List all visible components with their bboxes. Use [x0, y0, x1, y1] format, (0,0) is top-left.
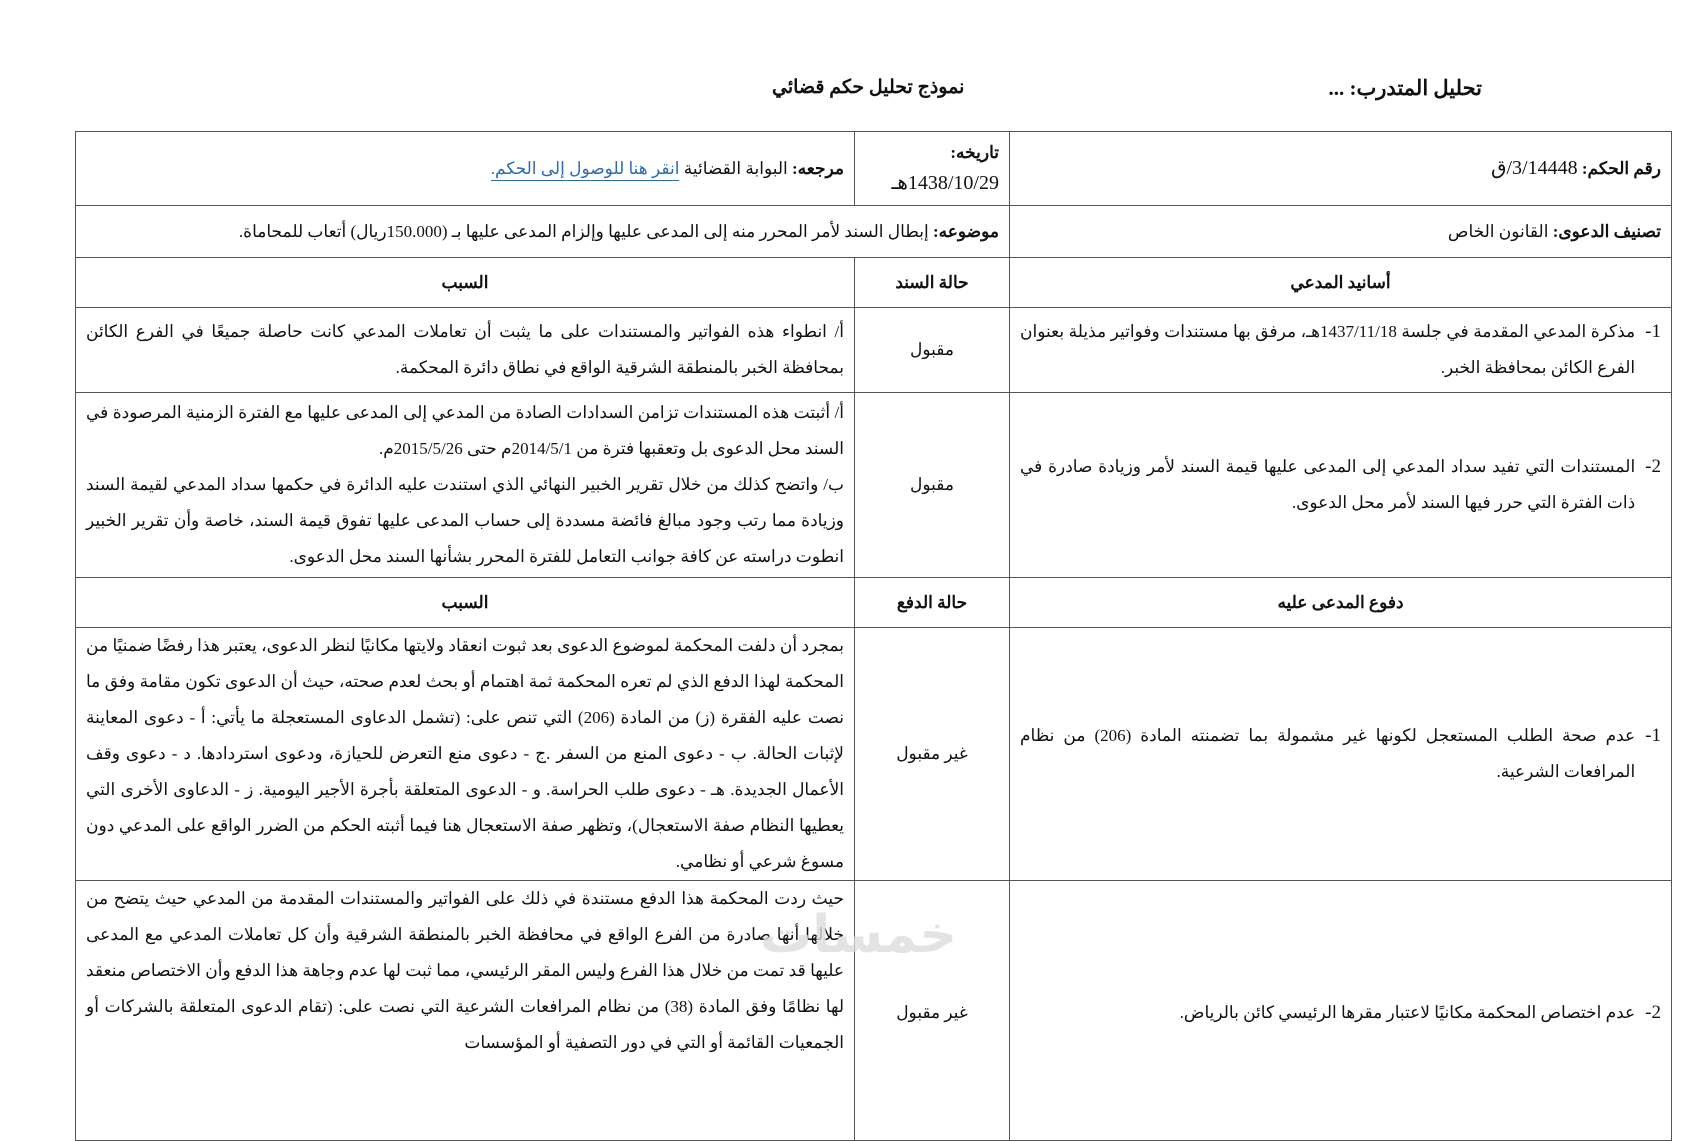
info-row — [76, 132, 1672, 206]
classification-value: القانون الخاص — [1447, 221, 1549, 241]
ruling-number-cell — [1010, 132, 1672, 206]
table-row — [76, 308, 1672, 393]
trainee-analysis-heading: تحليل المتدرب: ... — [1328, 76, 1482, 100]
column-header-status: حالة الدفع — [855, 578, 1010, 628]
defendant-header-row — [76, 578, 1672, 628]
reason-cell — [76, 628, 855, 881]
reason-text: حيث ردت المحكمة هذا الدفع مستندة في ذلك على الفواتير والمستندات المقدمة من المدعي حيث يتضح من خلالها أنها صادرة من الفرع الواقع في محافظة الخبر بالمنطقة الشرقية وأن كل تعاملات المدعي مع المدعى عليها قد تمت من خلال هذا الفرع وليس المقر الرئيسي، مما ثبت لها عدم وجاهة هذا الدفع وأن الاختصاص منعقد لها نظامًا وفق المادة (38) من نظام المرافعات الشرعية التي نصت على: (تقام الدعوى المتعلقة بالشركات أو الجمعيات القائمة أو التي في دور التصفية أو المؤسسات — [86, 889, 845, 1052]
ruling-link[interactable]: انقر هنا للوصول إلى الحكم. — [491, 159, 680, 181]
form-title: نموذج تحليل حكم قضائي — [772, 77, 965, 98]
column-header-defenses: دفوع المدعى عليه — [1010, 578, 1672, 628]
classification-label: تصنيف الدعوى: — [1552, 221, 1661, 241]
subject-value: إبطال السند لأمر المحرر منه إلى المدعى عليها وإلزام المدعى عليها بـ (150.000ريال) أتعاب للمحاماة. — [238, 221, 929, 241]
subject-cell — [76, 206, 1010, 258]
ground-cell — [1010, 308, 1672, 393]
ruling-number-label: رقم الحكم: — [1581, 159, 1661, 178]
reference-value: البوابة القضائية — [683, 158, 788, 178]
ground-text: المستندات التي تفيد سداد المدعي إلى المدعى عليها قيمة السند لأمر وزيادة صادرة في ذات الفترة التي حرر فيها السند لأمر محل الدعوى. — [1020, 457, 1636, 512]
ruling-analysis-table — [75, 131, 1672, 1141]
plaintiff-header-row — [76, 258, 1672, 308]
table-row — [76, 628, 1672, 881]
reason-text: أ/ أثبتت هذه المستندات تزامن السدادات الصادة من المدعي إلى المدعى عليها مع الفترة الزمنية المرصودة في السند محل الدعوى بل وتعقبها فترة من 2014/5/1م حتى 2015/5/26م. — [86, 403, 844, 458]
table-row — [76, 393, 1672, 578]
item-number: 1- — [1645, 321, 1661, 342]
item-number: 2- — [1645, 1002, 1661, 1023]
status-cell: مقبول — [855, 393, 1010, 578]
reason-cell — [76, 308, 855, 393]
ground-cell — [1010, 393, 1672, 578]
ruling-number-value: 3/14448/ق — [1490, 157, 1578, 179]
reference-cell — [76, 132, 855, 206]
column-header-grounds: أسانيد المدعي — [1010, 258, 1672, 308]
classification-row — [76, 206, 1672, 258]
defense-text: عدم صحة الطلب المستعجل لكونها غير مشمولة بما تضمنته المادة (206) من نظام المرافعات الشرعية. — [1020, 726, 1636, 781]
reason-text: أ/ انطواء هذه الفواتير والمستندات على ما يثبت أن تعاملات المدعي كانت حاصلة جميعًا في الفرع الكائن بمحافظة الخبر بالمنطقة الشرقية الواقع في نطاق دائرة المحكمة. — [86, 322, 844, 377]
reason-cell — [76, 881, 855, 1141]
date-cell — [855, 132, 1010, 206]
defense-cell — [1010, 628, 1672, 881]
defense-cell — [1010, 881, 1672, 1141]
column-header-reason: السبب — [76, 258, 855, 308]
status-cell: غير مقبول — [855, 628, 1010, 881]
subject-label: موضوعه: — [932, 221, 999, 241]
watermark-logo: خمسات — [760, 905, 958, 965]
status-cell: مقبول — [855, 308, 1010, 393]
reason-text: ب/ واتضح كذلك من خلال تقرير الخبير النهائي الذي استندت عليه الدائرة في حكمها سداد المدعي لقيمة السند وزيادة مما رتب وجود مبالغ فائضة مسددة إلى حساب المدعى عليها تفوق قيمة السند، خاصة وأن تقرير الخبير انطوت دراسته عن كافة جوانب التعامل للفترة المحرر بشأنها السند محل الدعوى. — [86, 475, 844, 566]
reason-text: بمجرد أن دلفت المحكمة لموضوع الدعوى بعد ثبوت انعقاد ولايتها مكانيًا لنظر الدعوى، يعتبر هذا رفضًا ضمنيًا من المحكمة لهذا الدفع الذي لم تعره المحكمة ثمة اهتمام أو بحث لعدم صحته، حيث أن الدعوى تكون مقامة وفق ما نصت عليه الفقرة (ز) من المادة (206) التي تنص على: (تشمل الدعاوى المستعجلة ما يأتي: أ - دعوى المعاينة لإثبات الحالة. ب - دعوى المنع من السفر .ج - دعوى منع التعرض للحيازة، ودعوى استردادها. د - دعوى وقف الأعمال الجديدة. هـ - دعوى طلب الحراسة. و - الدعوى المتعلقة بأجرة الأجير اليومية. ز - الدعاوى الأخرى التي يعطيها النظام صفة الاستعجال)، وتظهر صفة الاستعجال هنا فيما أثبته الحكم من الضرر الواقع على المدعي دون مسوغ شرعي أو نظامي. — [86, 636, 844, 871]
item-number: 1- — [1645, 725, 1661, 746]
reference-label: مرجعه: — [792, 158, 844, 178]
defense-text: عدم اختصاص المحكمة مكانيًا لاعتبار مقرها الرئيسي كائن بالرياض. — [1179, 1003, 1636, 1022]
date-value: 1438/10/29هـ — [891, 172, 999, 194]
classification-cell — [1010, 206, 1672, 258]
status-cell: غير مقبول — [855, 881, 1010, 1141]
item-number: 2- — [1645, 456, 1661, 477]
ground-text: مذكرة المدعي المقدمة في جلسة 1437/11/18هـ، مرفق بها مستندات وفواتير مذيلة بعنوان الفرع الكائن بمحافظة الخبر. — [1020, 322, 1636, 377]
reason-cell — [76, 393, 855, 578]
date-label: تاريخه: — [950, 143, 999, 162]
column-header-status: حالة السند — [855, 258, 1010, 308]
column-header-reason: السبب — [76, 578, 855, 628]
